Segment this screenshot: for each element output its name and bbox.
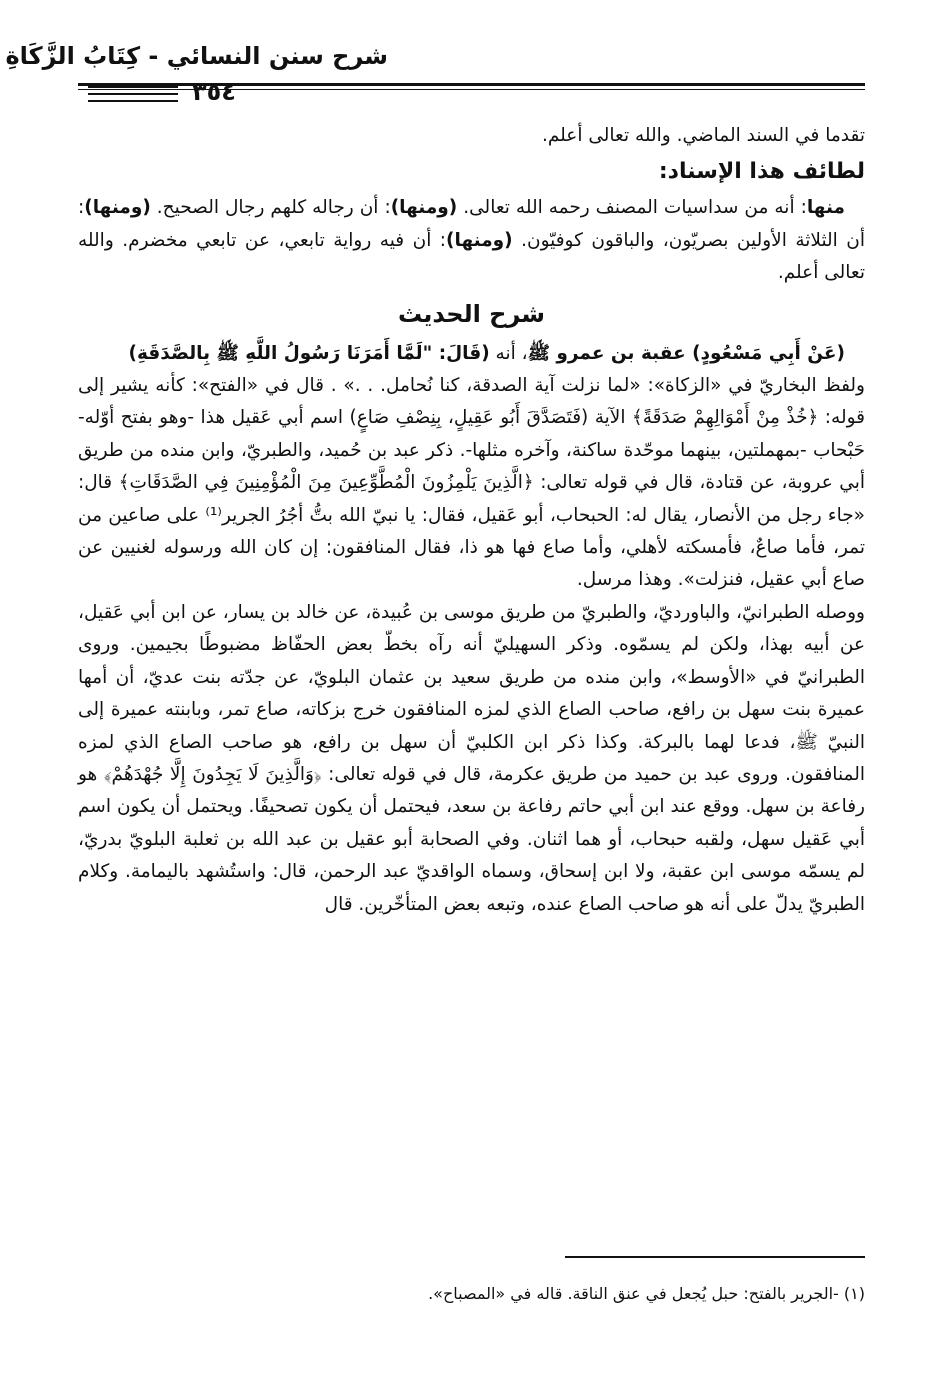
isnad-text-2: : أن رجاله كلهم رجال الصحيح. [150,197,391,219]
footnote-marker: (١) [843,1284,865,1303]
footnote [78,1282,865,1306]
main-text [78,120,865,921]
isnad-text-3: : أن الثلاثة الأولين بصريّون، والباقون كوفيّون. [78,197,866,251]
commentary-paragraph-1: ولفظ البخاريّ في «الزكاة»: «لما نزلت آية الصدقة، كنا نُحامل. . .» . قال في «الفتح»: كأنه يشير إلى قوله: ﴿خُذْ مِنْ أَمْوَالِهِمْ صَدَقَةً﴾ الآية (فَتَصَدَّقَ أَبُو عَقِيلٍ، بِنِصْفِ صَاعٍ) اسم أبي عَقيل هذا -وهو بفتح أوّله- حَبْحاب -بمهملتين، بينهما موحّدة ساكنة، وآخره مثلها-. ذكر عبد بن حُميد، والطبريّ، وابن منده من طريق أبي عروبة، عن قتادة، قال في قوله تعالى: ﴿الَّذِينَ يَلْمِزُونَ الْمُطَّوِّعِينَ مِنَ الْمُؤْمِنِينَ فِي الصَّدَقَاتِ﴾ قال: «جاء رجل من الأنصار، يقال له: الحبحاب، أبو عَقيل، فقال: يا نبيّ الله بتُّ أجُرُ الجرير⁽¹⁾ على صاعين من تمر، فأما صاعٌ، فأمسكته لأهلي، وأما صاع فها هو ذا، فقال المنافقون: إن كان الله ورسوله لغنيين عن صاع أبي عقيل، فنزلت». وهذا مرسل. [78,375,865,591]
isnad-text-4: : أن فيه رواية تابعي، عن تابعي مخضرم. والله تعالى أعلم. [78,229,865,284]
page-number: ٣٥٤ [192,78,236,106]
isnad-label-3: (ومنها) [84,197,151,219]
isnad-heading: لطائف هذا الإسناد: [658,159,865,185]
isnad-label-2: (ومنها) [390,197,458,219]
hadith-quote: (قَالَ: "لَمَّا أَمَرَنَا رَسُولُ اللَّهِ ﷺ بِالصَّدَقَةِ) [128,342,490,364]
commentary-paragraph-2: ووصله الطبرانيّ، والباورديّ، والطبريّ من طريق موسى بن عُبيدة، عن خالد بن يسار، عن ابن أبي عَقيل، عن أبيه بهذا، ولكن لم يسمّوه. وذكر السهيليّ أنه رآه بخطّ بعض الحفّاظ مضبوطًا بجيمين. وروى الطبرانيّ في «الأوسط»، وابن منده من طريق سعيد بن عثمان البلويّ، عن جدّته بنت عديّ، أن أمها عميرة بنت سهل بن رافع، صاحب الصاع الذي لمزه المنافقون خرج بزكاته، صاع تمر، وبابنته عميرة إلى النبيّ ﷺ، فدعا لهما بالبركة. وكذا ذكر ابن الكلبيّ أن سهل بن رافع، هو صاحب الصاع الذي لمزه المنافقون. وروى عبد بن حميد من طريق عكرمة، قال في قوله تعالى: ﴿وَالَّذِينَ لَا يَجِدُونَ إِلَّا جُهْدَهُمْ﴾ هو رفاعة بن سهل. ووقع عند ابن أبي حاتم رفاعة بن سعد، فيحتمل أن يكون تصحيفًا. ويحتمل أن يكون اسم أبي عَقيل سهل، ولقبه حبحاب، أو هما اثنان. وفي الصحابة أبو عقيل بن عبد الله بن ثعلبة البلويّ بدريّ، لم يسمّه موسى ابن عقبة، ولا ابن إسحاق، وسماه الواقديّ عبد الرحمن، قال: واستُشهد باليمامة. وكلام الطبريّ يدلّ على أنه هو صاحب الصاع عنده، وتبعه بعض المتأخّرين. قال [78,601,865,915]
isnad-paragraph [78,192,865,289]
isnad-label-1: منها [806,197,845,219]
isnad-label-4: (ومنها) [446,229,513,251]
sharh-heading: شرح الحديث [398,299,545,328]
intro-line: تقدما في السند الماضي. والله تعالى أعلم. [541,125,865,146]
footnote-text: -الجرير بالفتح: حبل يُجعل في عنق الناقة. قاله في «المصباح». [428,1284,844,1303]
page-number-ornament [88,86,178,107]
isnad-text-1: : أنه من سداسيات المصنف رحمه الله تعالى. [457,197,807,219]
hadith-narrator: (عَنْ أَبِي مَسْعُودٍ) عقبة بن عمرو ﷺ [527,342,845,364]
hadith-line [78,338,865,370]
hadith-connector: ، أنه [489,342,528,364]
footnote-rule [565,1256,865,1258]
running-header-title: شرح سنن النسائي - كِتَابُ الزَّكَاةِ [5,42,388,70]
